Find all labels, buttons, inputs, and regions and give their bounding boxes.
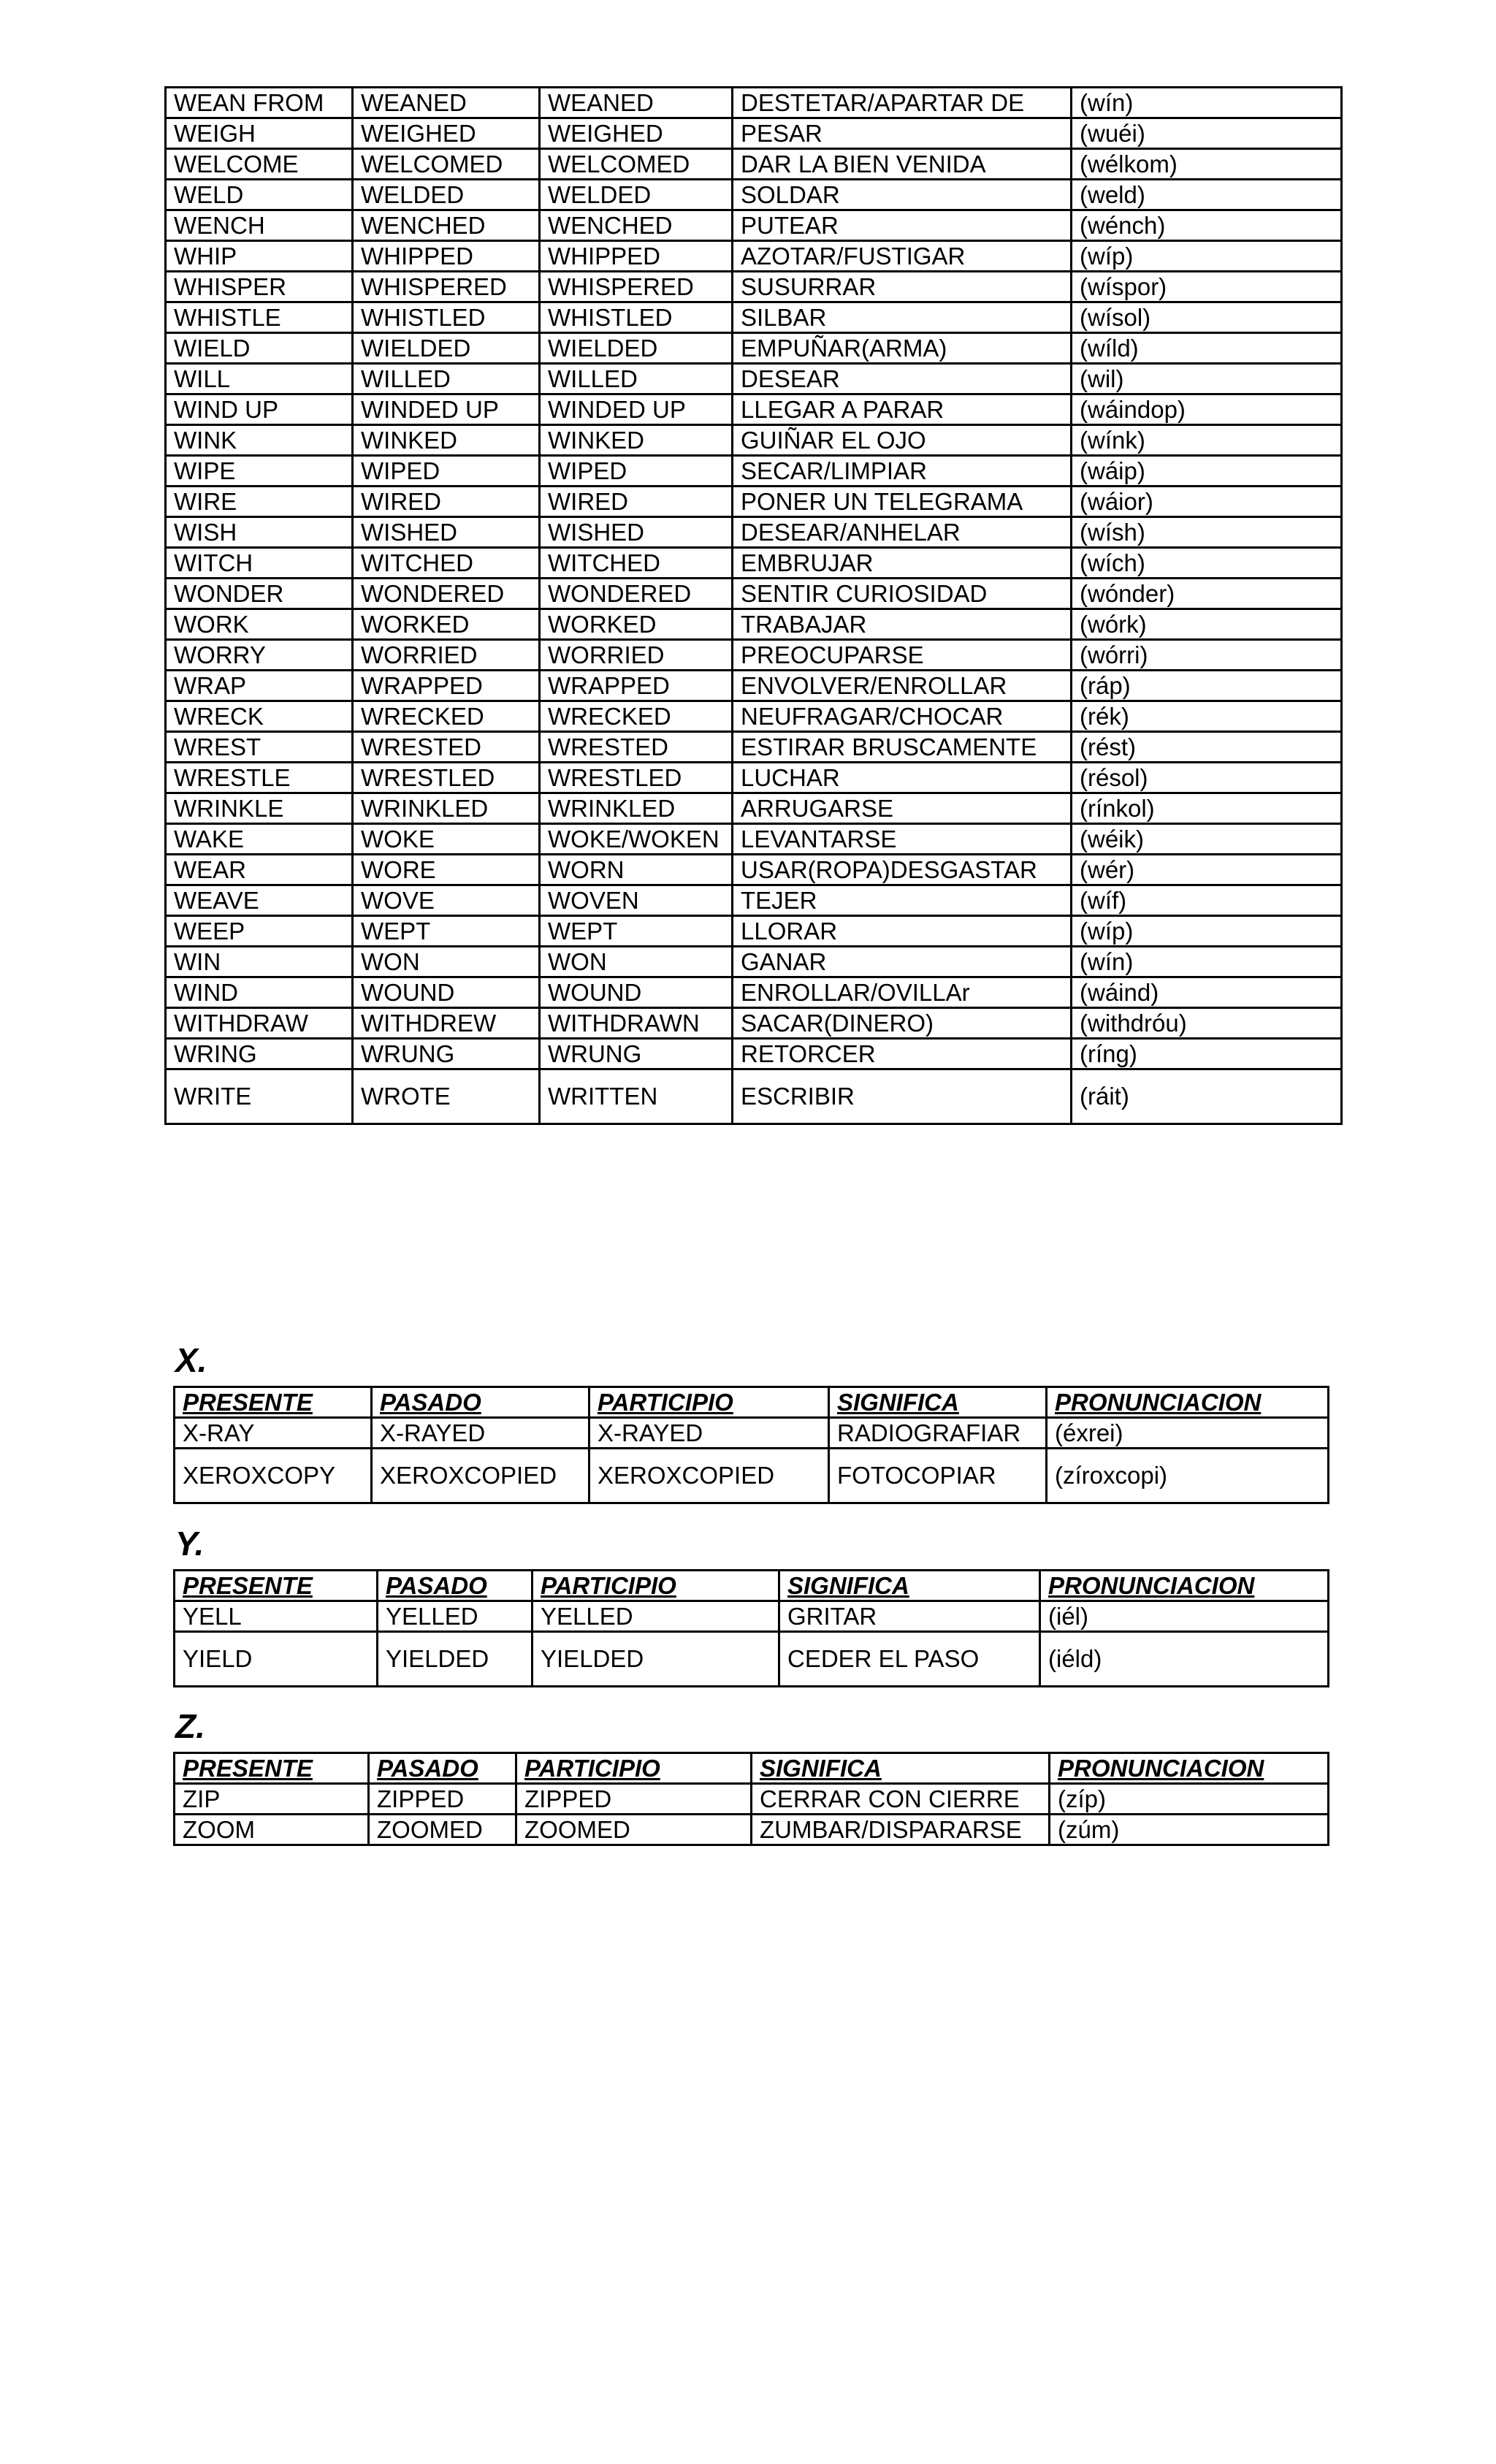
table-cell: WOKE [353,824,540,855]
table-cell: TEJER [733,885,1072,916]
table-cell: WELCOME [166,149,353,180]
table-cell: (wénch) [1072,210,1342,241]
table-cell: WRESTED [353,732,540,763]
table-cell: (wíf) [1072,885,1342,916]
table-cell: WONDER [166,579,353,609]
table-row [166,180,1342,210]
table-cell: WIELD [166,333,353,364]
table-row [166,333,1342,364]
table-cell: WHIP [166,241,353,272]
table-cell: (wín) [1072,88,1342,118]
table-cell: WORKED [353,609,540,640]
table-cell: PARTICIPIO [533,1571,779,1601]
table-cell: SECAR/LIMPIAR [733,456,1072,487]
table-cell: SENTIR CURIOSIDAD [733,579,1072,609]
table-cell: WRINKLE [166,793,353,824]
table-cell: WORRY [166,640,353,671]
table-cell: ENVOLVER/ENROLLAR [733,671,1072,701]
table-cell: EMBRUJAR [733,548,1072,579]
table-row [166,210,1342,241]
table-cell: (wínk) [1072,425,1342,456]
table-cell: WIRE [166,487,353,517]
table-cell: WEIGHED [540,118,733,149]
table-cell: (wíp) [1072,916,1342,947]
table-cell: PARTICIPIO [589,1387,829,1418]
table-cell: WINK [166,425,353,456]
table-row [166,579,1342,609]
table-row [166,517,1342,548]
verbs-table-y [173,1569,1329,1687]
table-cell: (wíld) [1072,333,1342,364]
table-cell: WONDERED [540,579,733,609]
table-cell: SOLDAR [733,180,1072,210]
table-cell: WRITE [166,1069,353,1124]
table-cell: YIELDED [533,1632,779,1687]
table-cell: LUCHAR [733,763,1072,793]
table-row [166,425,1342,456]
table-cell: RETORCER [733,1039,1072,1069]
table-cell: ZOOMED [516,1815,752,1845]
table-cell: SUSURRAR [733,272,1072,302]
table-row [166,118,1342,149]
table-cell: WITCH [166,548,353,579]
table-row [166,855,1342,885]
table-cell: (rék) [1072,701,1342,732]
table-cell: WISHED [540,517,733,548]
table-row [166,640,1342,671]
table-cell: WORRIED [540,640,733,671]
table-cell: WEANED [353,88,540,118]
table-cell: WEPT [540,916,733,947]
table-cell: PUTEAR [733,210,1072,241]
table-cell: (résol) [1072,763,1342,793]
table-cell: PRONUNCIACION [1050,1753,1329,1784]
table-cell: (wích) [1072,548,1342,579]
table-row [166,609,1342,640]
table-cell: PARTICIPIO [516,1753,752,1784]
table-cell: WRUNG [353,1039,540,1069]
table-row [166,394,1342,425]
table-cell: EMPUÑAR(ARMA) [733,333,1072,364]
section-title-x: X. [175,1341,207,1379]
table-cell: YIELDED [378,1632,533,1687]
table-cell: (rést) [1072,732,1342,763]
table-cell: X-RAYED [372,1418,589,1449]
table-cell: ZIPPED [369,1784,516,1815]
table-row [175,1449,1329,1503]
table-row [166,732,1342,763]
table-row [166,885,1342,916]
table-cell: WAKE [166,824,353,855]
table-cell: WEPT [353,916,540,947]
table-cell: WELDED [540,180,733,210]
table-row [175,1784,1329,1815]
table-cell: RADIOGRAFIAR [829,1418,1047,1449]
table-cell: WRECKED [353,701,540,732]
table-row [166,456,1342,487]
table-cell: X-RAY [175,1418,372,1449]
table-cell: WISHED [353,517,540,548]
table-row [166,1069,1342,1124]
table-cell: WILL [166,364,353,394]
table-cell: LLEGAR A PARAR [733,394,1072,425]
table-row [166,364,1342,394]
table-cell: YELLED [533,1601,779,1632]
table-cell: (wélkom) [1072,149,1342,180]
table-cell: WITCHED [353,548,540,579]
table-cell: SIGNIFICA [779,1571,1040,1601]
table-cell: SILBAR [733,302,1072,333]
table-cell: (ríng) [1072,1039,1342,1069]
table-cell: WRUNG [540,1039,733,1069]
table-cell: WOUND [353,977,540,1008]
table-cell: WRESTLE [166,763,353,793]
table-row [175,1815,1329,1845]
table-cell: (wórri) [1072,640,1342,671]
table-cell: WENCHED [540,210,733,241]
verbs-table-w [164,86,1343,1125]
table-cell: WRESTED [540,732,733,763]
table-cell: WRINKLED [540,793,733,824]
table-cell: CERRAR CON CIERRE [752,1784,1050,1815]
table-cell: TRABAJAR [733,609,1072,640]
table-cell: DESTETAR/APARTAR DE [733,88,1072,118]
table-cell: WORRIED [353,640,540,671]
table-cell: ESTIRAR BRUSCAMENTE [733,732,1072,763]
table-cell: (wín) [1072,947,1342,977]
table-cell: WITHDRAWN [540,1008,733,1039]
table-cell: ZUMBAR/DISPARARSE [752,1815,1050,1845]
table-cell: WIPED [540,456,733,487]
table-cell: WOVEN [540,885,733,916]
table-cell: PASADO [369,1753,516,1784]
table-cell: WEIGH [166,118,353,149]
table-cell: WIND [166,977,353,1008]
table-cell: WEAR [166,855,353,885]
table-cell: SIGNIFICA [829,1387,1047,1418]
table-cell: (wéik) [1072,824,1342,855]
table-row [166,916,1342,947]
table-cell: WONDERED [353,579,540,609]
table-cell: WIN [166,947,353,977]
table-cell: WHISPERED [540,272,733,302]
table-cell: PRESENTE [175,1387,372,1418]
table-row [166,272,1342,302]
table-cell: WINKED [353,425,540,456]
section-title-z: Z. [175,1707,205,1745]
table-cell: WOUND [540,977,733,1008]
table-cell: WELCOMED [353,149,540,180]
table-cell: WIND UP [166,394,353,425]
verbs-table-x [173,1386,1329,1504]
table-cell: WIPE [166,456,353,487]
table-cell: WIRED [353,487,540,517]
table-row [175,1601,1329,1632]
table-cell: WORE [353,855,540,885]
table-cell: (withdróu) [1072,1008,1342,1039]
table-cell: NEUFRAGAR/CHOCAR [733,701,1072,732]
table-cell: WELD [166,180,353,210]
table-cell: (wísh) [1072,517,1342,548]
table-cell: (zíp) [1050,1784,1329,1815]
table-cell: WRAPPED [353,671,540,701]
table-cell: WEAVE [166,885,353,916]
table-row [166,302,1342,333]
table-cell: WHISTLED [353,302,540,333]
table-cell: WITHDRAW [166,1008,353,1039]
verbs-table-z [173,1752,1329,1846]
table-row [166,824,1342,855]
table-cell: WELCOMED [540,149,733,180]
table-cell: (ráit) [1072,1069,1342,1124]
table-cell: GANAR [733,947,1072,977]
table-row [175,1418,1329,1449]
table-cell: (wáior) [1072,487,1342,517]
table-cell: (weld) [1072,180,1342,210]
table-cell: XEROXCOPIED [589,1449,829,1503]
table-cell: YELLED [378,1601,533,1632]
table-cell: WRAPPED [540,671,733,701]
table-row [166,763,1342,793]
table-cell: (wáind) [1072,977,1342,1008]
table-row [166,487,1342,517]
table-cell: WORK [166,609,353,640]
table-cell: WINDED UP [540,394,733,425]
table-cell: CEDER EL PASO [779,1632,1040,1687]
table-cell: PRONUNCIACION [1047,1387,1329,1418]
table-cell: ENROLLAR/OVILLAr [733,977,1072,1008]
table-cell: (iéld) [1040,1632,1329,1687]
table-cell: WILLED [353,364,540,394]
table-cell: ZIPPED [516,1784,752,1815]
table-cell: ESCRIBIR [733,1069,1072,1124]
table-cell: (rínkol) [1072,793,1342,824]
table-row [166,947,1342,977]
table-cell: PREOCUPARSE [733,640,1072,671]
table-cell: PONER UN TELEGRAMA [733,487,1072,517]
table-row [166,701,1342,732]
table-cell: AZOTAR/FUSTIGAR [733,241,1072,272]
table-cell: WON [353,947,540,977]
table-cell: ZOOMED [369,1815,516,1845]
table-cell: (wórk) [1072,609,1342,640]
table-cell: (wónder) [1072,579,1342,609]
table-cell: (wíspor) [1072,272,1342,302]
table-cell: (wísol) [1072,302,1342,333]
table-cell: WISH [166,517,353,548]
table-cell: (iél) [1040,1601,1329,1632]
header-row [175,1571,1329,1601]
table-cell: WENCHED [353,210,540,241]
table-cell: WRESTLED [353,763,540,793]
table-cell: WIELDED [540,333,733,364]
table-cell: PASADO [378,1571,533,1601]
table-cell: PRESENTE [175,1753,369,1784]
table-cell: WRING [166,1039,353,1069]
table-cell: (ráp) [1072,671,1342,701]
table-row [166,88,1342,118]
table-cell: FOTOCOPIAR [829,1449,1047,1503]
table-cell: PRONUNCIACION [1040,1571,1329,1601]
table-cell: SACAR(DINERO) [733,1008,1072,1039]
table-cell: GRITAR [779,1601,1040,1632]
table-cell: PESAR [733,118,1072,149]
table-cell: WRESTLED [540,763,733,793]
table-cell: WREST [166,732,353,763]
table-cell: XEROXCOPIED [372,1449,589,1503]
table-row [166,671,1342,701]
table-cell: DESEAR [733,364,1072,394]
table-cell: (zíroxcopi) [1047,1449,1329,1503]
table-cell: WIPED [353,456,540,487]
table-cell: WINDED UP [353,394,540,425]
table-cell: (zúm) [1050,1815,1329,1845]
table-cell: WHIPPED [353,241,540,272]
table-row [166,1039,1342,1069]
table-cell: WROTE [353,1069,540,1124]
table-cell: WRECK [166,701,353,732]
table-cell: (wáip) [1072,456,1342,487]
table-cell: (éxrei) [1047,1418,1329,1449]
table-cell: WRITTEN [540,1069,733,1124]
table-cell: (wáindop) [1072,394,1342,425]
table-cell: ARRUGARSE [733,793,1072,824]
table-cell: GUIÑAR EL OJO [733,425,1072,456]
table-cell: PASADO [372,1387,589,1418]
table-cell: (wíp) [1072,241,1342,272]
table-cell: WHISTLE [166,302,353,333]
table-cell: WON [540,947,733,977]
table-cell: WEANED [540,88,733,118]
table-row [166,1008,1342,1039]
table-cell: YIELD [175,1632,378,1687]
table-cell: WHISPERED [353,272,540,302]
table-cell: WHISTLED [540,302,733,333]
table-cell: WITHDREW [353,1008,540,1039]
table-cell: WELDED [353,180,540,210]
table-cell: WRAP [166,671,353,701]
table-cell: ZOOM [175,1815,369,1845]
table-cell: ZIP [175,1784,369,1815]
table-cell: WITCHED [540,548,733,579]
table-cell: WILLED [540,364,733,394]
table-row [175,1632,1329,1687]
table-row [166,548,1342,579]
table-row [166,149,1342,180]
table-cell: WORN [540,855,733,885]
section-title-y: Y. [175,1525,205,1563]
table-cell: WOKE/WOKEN [540,824,733,855]
header-row [175,1753,1329,1784]
table-cell: (wér) [1072,855,1342,885]
table-cell: WIELDED [353,333,540,364]
table-cell: WHIPPED [540,241,733,272]
table-cell: LLORAR [733,916,1072,947]
table-cell: SIGNIFICA [752,1753,1050,1784]
table-cell: (wil) [1072,364,1342,394]
table-row [166,241,1342,272]
table-cell: WORKED [540,609,733,640]
table-cell: WIRED [540,487,733,517]
table-cell: WEIGHED [353,118,540,149]
table-cell: WRINKLED [353,793,540,824]
table-cell: LEVANTARSE [733,824,1072,855]
table-cell: USAR(ROPA)DESGASTAR [733,855,1072,885]
table-cell: WRECKED [540,701,733,732]
table-cell: X-RAYED [589,1418,829,1449]
table-cell: DESEAR/ANHELAR [733,517,1072,548]
table-cell: DAR LA BIEN VENIDA [733,149,1072,180]
table-cell: (wuéi) [1072,118,1342,149]
table-cell: XEROXCOPY [175,1449,372,1503]
table-row [166,977,1342,1008]
table-cell: WEAN FROM [166,88,353,118]
table-cell: WENCH [166,210,353,241]
table-cell: WINKED [540,425,733,456]
table-cell: WEEP [166,916,353,947]
table-cell: WHISPER [166,272,353,302]
table-row [166,793,1342,824]
table-cell: YELL [175,1601,378,1632]
table-cell: PRESENTE [175,1571,378,1601]
header-row [175,1387,1329,1418]
table-cell: WOVE [353,885,540,916]
